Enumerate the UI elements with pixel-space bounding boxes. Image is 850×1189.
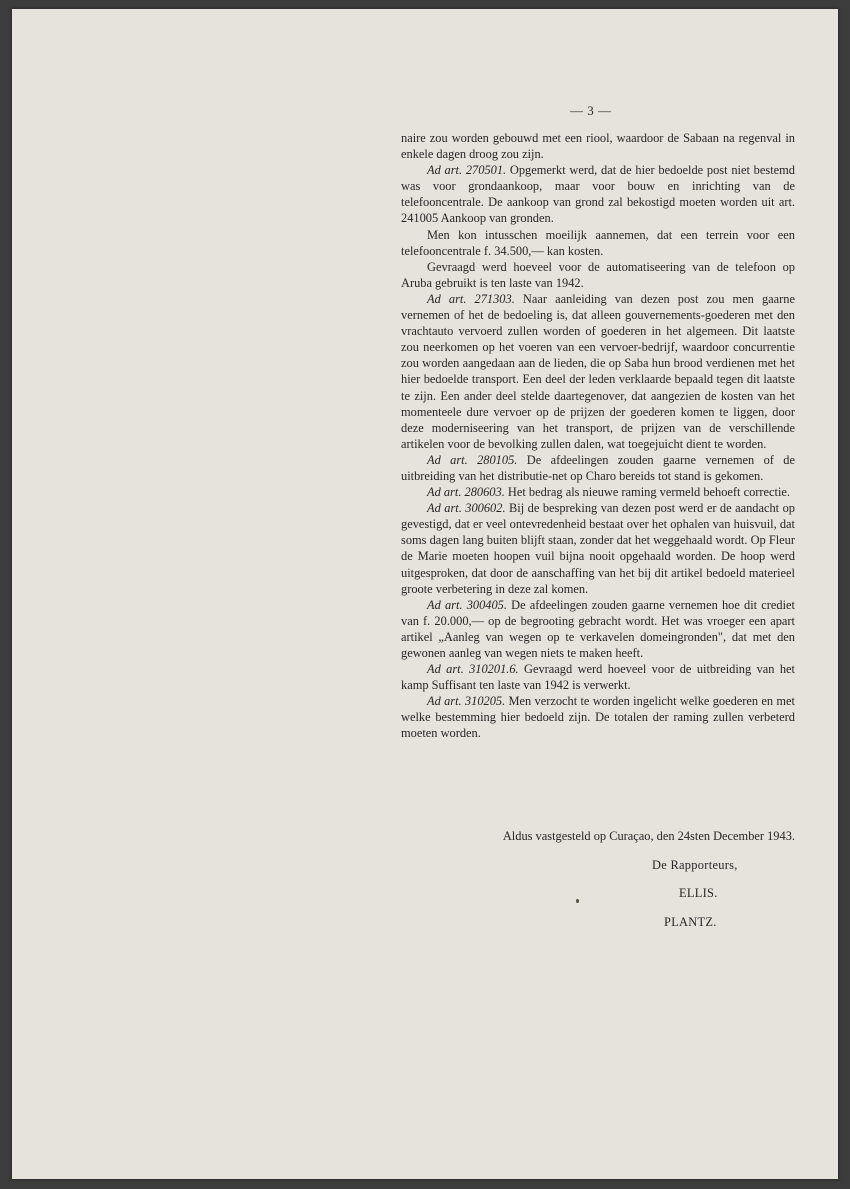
article-reference: Ad art. 271303. [427,291,515,306]
article-reference: Ad art. 310205. [427,694,506,709]
article-reference: Ad art. 310201.6. [427,662,519,677]
paragraph: Ad art. 310205. Men verzocht te worden ingelicht welke goederen en met welke bestemming hier bedoeld zijn. De totalen der raming zullen verbeterd moeten worden. [401,694,795,741]
paragraph: Ad art. 300602. Bij de bespreking van dezen post werd er de aandacht op gevestigd, dat er veel ontevredenheid bestaat over het ophalen van huisvuil, dat soms dagen lang buiten blijft staan, zonder dat het weggehaald wordt. Op Fleur de Marie moeten hoopen vuil bijna nooit opgehaald worden. De hoop werd uitgesproken, dat door de aanschaffing van het bij dit artikel bedoeld materieel groote verbetering in deze zal komen. [401,501,795,596]
paragraph: naire zou worden gebouwd met een riool, waardoor de Sabaan na regenval in enkele dagen droog zou zijn. [401,131,795,162]
paragraph: Ad art. 310201.6. Gevraagd werd hoeveel voor de uitbreiding van het kamp Suffisant ten laste van 1942 is verwerkt. [401,662,795,693]
paragraph: Ad art. 270501. Opgemerkt werd, dat de hier bedoelde post niet bestemd was voor grondaankoop, maar voor bouw en inrichting van de telefooncentrale. De aankoop van grond zal bekostigd moeten worden uit art. 241005 Aankoop van gronden. [401,163,795,226]
article-reference: Ad art. 300602. [427,501,506,516]
paragraph: Gevraagd werd hoeveel voor de automatiseering van de telefoon op Aruba gebruikt is ten laste van 1942. [401,259,795,290]
article-reference: Ad art. 280105. [427,452,518,467]
ink-speck [576,899,579,903]
signatory-plantz: PLANTZ. [664,915,717,929]
report-body [401,130,795,742]
paragraph: Ad art. 280105. De afdeelingen zouden gaarne vernemen of de uitbreiding van het distributie-net op Charo bereids tot stand is gekomen. [401,452,795,483]
article-reference: Ad art. 270501. [427,163,507,178]
closing-statement: Aldus vastgesteld op Curaçao, den 24sten December 1943. [502,829,795,843]
article-reference: Ad art. 300405. [427,597,507,612]
paragraph: Ad art. 300405. De afdeelingen zouden gaarne vernemen hoe dit crediet van f. 20.000,— op de begrooting gebracht wordt. Het was vroeger een apart artikel „Aanleg van wegen op te verkavelen domeingronden", dat met den gewonen aanleg van wegen niets te maken heeft. [401,597,795,660]
article-reference: Ad art. 280603. [427,485,505,500]
document-page [12,9,838,1179]
rapporteurs-label: De Rapporteurs, [652,858,738,872]
paragraph: Men kon intusschen moeilijk aannemen, dat een terrein voor een telefooncentrale f. 34.500,— kan kosten. [401,227,795,258]
page-number: — 3 — [570,103,612,118]
paragraph: Ad art. 280603. Het bedrag als nieuwe raming vermeld behoeft correctie. [427,485,790,500]
signatory-ellis: ELLIS. [679,886,718,900]
paragraph: Ad art. 271303. Naar aanleiding van dezen post zou men gaarne vernemen of het de bedoeling is, dat alleen gouvernements-goederen met den vrachtauto vervoerd zullen worden of goederen in het algemeen. Dit laatste zou neerkomen op het voeren van een vervoer-bedrijf, waardoor concurrentie zou worden aangedaan aan de lieden, die op Saba hun brood verdienen met het hier bedoelde transport. Een deel der leden verklaarde bepaald tegen dit laatste te zijn. Een ander deel stelde daartegenover, dat aangezien de kosten van het momenteele dure vervoer op de prijzen der goederen komen te liggen, door deze moderniseering van het transport, de prijzen van de verschillende artikelen voor de bevolking zullen dalen, wat toegejuicht dient te worden. [401,291,795,451]
